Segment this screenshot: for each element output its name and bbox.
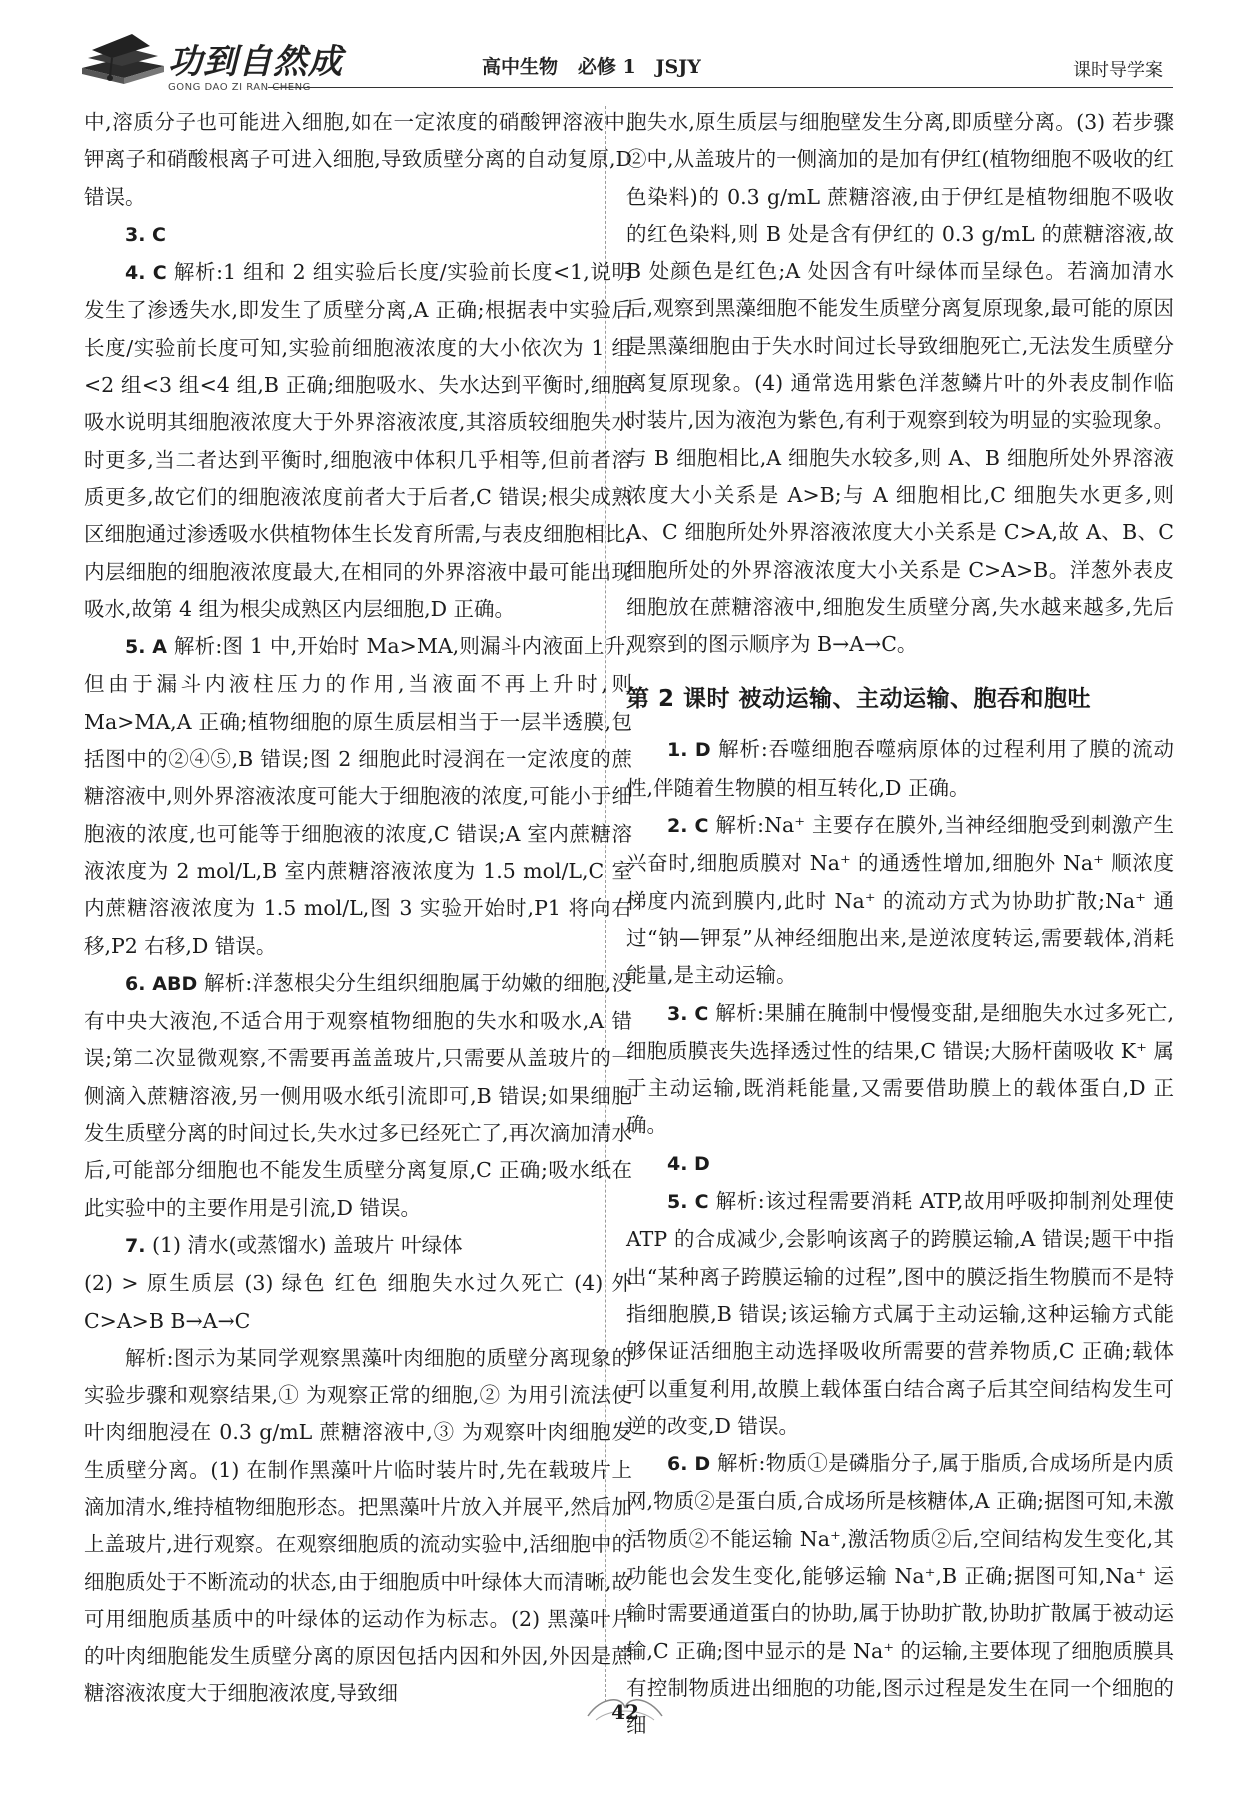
- right-column-bottom: [626, 731, 1174, 1744]
- answer-label: 4. D: [667, 1152, 710, 1175]
- answer-paragraph: [626, 807, 1174, 994]
- answer-text: 中,溶质分子也可能进入细胞,如在一定浓度的硝酸钾溶液中,钾离子和硝酸根离子可进入细胞,导致质壁分离的自动复原,D 错误。: [84, 110, 632, 209]
- answer-paragraph: [626, 731, 1174, 807]
- right-column-top: [626, 104, 1174, 663]
- answer-paragraph: [84, 216, 632, 254]
- series-label: 课时导学案: [1073, 60, 1163, 81]
- answer-paragraph: [84, 1227, 632, 1265]
- answer-text: 解析:1 组和 2 组实验后长度/实验前长度<1,说明发生了渗透失水,即发生了质壁分离,A 正确;根据表中实验后长度/实验前长度可知,实验前细胞液浓度的大小依次为 1 组<2 组<3 组<4 组,B 正确;细胞吸水、失水达到平衡时,细胞吸水说明其细胞液浓度大于外界溶液浓度,其溶质较细胞失水时更多,当二者达到平衡时,细胞液中体积几乎相等,但前者溶质更多,故它们的细胞液浓度前者大于后者,C 错误;根尖成熟区细胞通过渗透吸水供植物体生长发育所需,与表皮细胞相比,内层细胞的细胞液浓度最大,在相同的外界溶液中最可能出现吸水,故第 4 组为根尖成熟区内层细胞,D 正确。: [84, 260, 632, 621]
- answer-text: 胞失水,原生质层与细胞壁发生分离,即质壁分离。(3) 若步骤②中,从盖玻片的一侧滴加的是加有伊红(植物细胞不吸收的红色染料)的 0.3 g/mL 蔗糖溶液,由于伊红是植物细胞不吸收的红色染料,则 B 处是含有伊红的 0.3 g/mL 的蔗糖溶液,故 B 处颜色是红色;A 处因含有叶绿体而呈绿色。若滴加清水后,观察到黑藻细胞不能发生质壁分离复原现象,最可能的原因是黑藻细胞由于失水时间过长导致细胞死亡,无法发生质壁分离复原现象。(4) 通常选用紫色洋葱鳞片叶的外表皮制作临时装片,因为液泡为紫色,有利于观察到较为明显的实验现象。与 B 细胞相比,A 细胞失水较多,则 A、B 细胞所处外界溶液浓度大小关系是 A>B;与 A 细胞相比,C 细胞失水更多,则 A、C 细胞所处外界溶液浓度大小关系是 C>A,故 A、B、C 细胞所处的外界溶液浓度大小关系是 C>A>B。洋葱外表皮细胞放在蔗糖溶液中,细胞发生质壁分离,失水越来越多,先后观察到的图示顺序为 B→A→C。: [626, 110, 1174, 657]
- answer-paragraph: [84, 628, 632, 965]
- page-header: [0, 0, 1250, 100]
- answer-label: 3. C: [125, 223, 166, 246]
- right-column: [626, 104, 1174, 1744]
- answer-text: 解析:Na⁺ 主要存在膜外,当神经细胞受到刺激产生兴奋时,细胞质膜对 Na⁺ 的通透性增加,细胞外 Na⁺ 顺浓度梯度内流到膜内,此时 Na⁺ 的流动方式为协助扩散;Na⁺ 通过“钠—钾泵”从神经细胞出来,是逆浓度转运,需要载体,消耗能量,是主动运输。: [626, 813, 1175, 988]
- header-rule: [268, 87, 1173, 88]
- answer-text: 解析:物质①是磷脂分子,属于脂质,合成场所是内质网,物质②是蛋白质,合成场所是核糖体,A 正确;据图可知,未激活物质②不能运输 Na⁺,激活物质②后,空间结构发生变化,其功能也会发生变化,能够运输 Na⁺,B 正确;据图可知,Na⁺ 运输时需要通道蛋白的协助,属于协助扩散,协助扩散属于被动运输,C 正确;图中显示的是 Na⁺ 的运输,主要体现了细胞质膜具有控制物质进出细胞的功能,图示过程是发生在同一个细胞的细: [626, 1451, 1174, 1738]
- books-logo-icon: [72, 28, 172, 94]
- answer-label: 1. D: [667, 739, 711, 762]
- answer-label: 6. ABD: [125, 972, 198, 995]
- answer-label: 5. C: [667, 1191, 709, 1214]
- page-number: 42: [611, 1700, 639, 1724]
- section-title: 第 2 课时 被动运输、主动运输、胞吞和胞吐: [626, 686, 1092, 713]
- answer-paragraph: [84, 1265, 632, 1340]
- answer-text: 解析:吞噬细胞吞噬病原体的过程利用了膜的流动性,伴随着生物膜的相互转化,D 正确。: [626, 737, 1175, 800]
- answer-text: 解析:图示为某同学观察黑藻叶肉细胞的质壁分离现象的实验步骤和观察结果,① 为观察正常的细胞,② 为用引流法使叶肉细胞浸在 0.3 g/mL 蔗糖溶液中,③ 为观察叶肉细胞发生质壁分离。(1) 在制作黑藻叶片临时装片时,先在载玻片上滴加清水,维持植物细胞形态。把黑藻叶片放入并展平,然后加上盖玻片,进行观察。在观察细胞质的流动实验中,活细胞中的细胞质处于不断流动的状态,由于细胞质中叶绿体大而清晰,故可用细胞质基质中的叶绿体的运动作为标志。(2) 黑藻叶片的叶肉细胞能发生质壁分离的原因包括内因和外因,外因是蔗糖溶液浓度大于细胞液浓度,导致细: [84, 1345, 632, 1706]
- answer-paragraph: [84, 254, 632, 628]
- answer-text: (2) > 原生质层 (3) 绿色 红色 细胞失水过久死亡 (4) 外 C>A>B B→A→C: [84, 1271, 632, 1333]
- brand-title: 功到自然成: [168, 42, 343, 82]
- answer-paragraph: [626, 104, 1174, 663]
- answer-label: 4. C: [125, 262, 167, 285]
- answer-paragraph: [626, 1145, 1174, 1183]
- answer-paragraph: [84, 104, 632, 216]
- left-column: [84, 104, 632, 1713]
- answer-text: 解析:洋葱根尖分生组织细胞属于幼嫩的细胞,没有中央大液泡,不适合用于观察植物细胞的失水和吸水,A 错误;第二次显微观察,不需要再盖盖玻片,只需要从盖玻片的一侧滴入蔗糖溶液,另一侧用吸水纸引流即可,B 错误;如果细胞发生质壁分离的时间过长,失水过多已经死亡了,再次滴加清水后,可能部分细胞也不能发生质壁分离复原,C 正确;吸水纸在此实验中的主要作用是引流,D 错误。: [84, 970, 632, 1220]
- answer-label: 7.: [125, 1234, 146, 1257]
- answer-label: 2. C: [667, 815, 709, 838]
- answer-paragraph: [626, 1183, 1174, 1445]
- answer-label: 3. C: [667, 1002, 709, 1025]
- answer-label: 5. A: [125, 636, 168, 659]
- answer-text: 解析:图 1 中,开始时 Ma>MA,则漏斗内液面上升,但由于漏斗内液柱压力的作用,当液面不再上升时,则 Ma>MA,A 正确;植物细胞的原生质层相当于一层半透膜,包括图中的②④⑤,B 错误;图 2 细胞此时浸润在一定浓度的蔗糖溶液中,则外界溶液浓度可能大于细胞液的浓度,可能小于细胞液的浓度,也可能等于细胞液的浓度,C 错误;A 室内蔗糖溶液浓度为 2 mol/L,B 室内蔗糖溶液浓度为 1.5 mol/L,C 室内蔗糖溶液浓度为 1.5 mol/L,图 3 实验开始时,P1 将向右移,P2 右移,D 错误。: [84, 634, 632, 958]
- answer-paragraph: [84, 1340, 632, 1713]
- subject-label: 高中生物 必修 1 JSJY: [482, 56, 701, 78]
- answer-text: (1) 清水(或蒸馏水) 盖玻片 叶绿体: [151, 1232, 463, 1257]
- answer-text: 解析:果脯在腌制中慢慢变甜,是细胞失水过多死亡,细胞质膜丧失选择透过性的结果,C 错误;大肠杆菌吸收 K⁺ 属于主动运输,既消耗能量,又需要借助膜上的载体蛋白,D 正确。: [626, 1000, 1174, 1138]
- brand-pinyin: GONG DAO ZI RAN CHENG: [168, 82, 311, 93]
- answer-label: 6. D: [667, 1453, 711, 1476]
- answer-text: 解析:该过程需要消耗 ATP,故用呼吸抑制剂处理使 ATP 的合成减少,会影响该离子的跨膜运输,A 错误;题干中指出“某种离子跨膜运输的过程”,图中的膜泛指生物膜而不是特指细胞膜,B 错误;该运输方式属于主动运输,这种运输方式能够保证活细胞主动选择吸收所需要的营养物质,C 正确;载体可以重复利用,故膜上载体蛋白结合离子后其空间结构发生可逆的改变,D 错误。: [626, 1189, 1175, 1438]
- answer-paragraph: [626, 995, 1174, 1145]
- answer-paragraph: [84, 965, 632, 1227]
